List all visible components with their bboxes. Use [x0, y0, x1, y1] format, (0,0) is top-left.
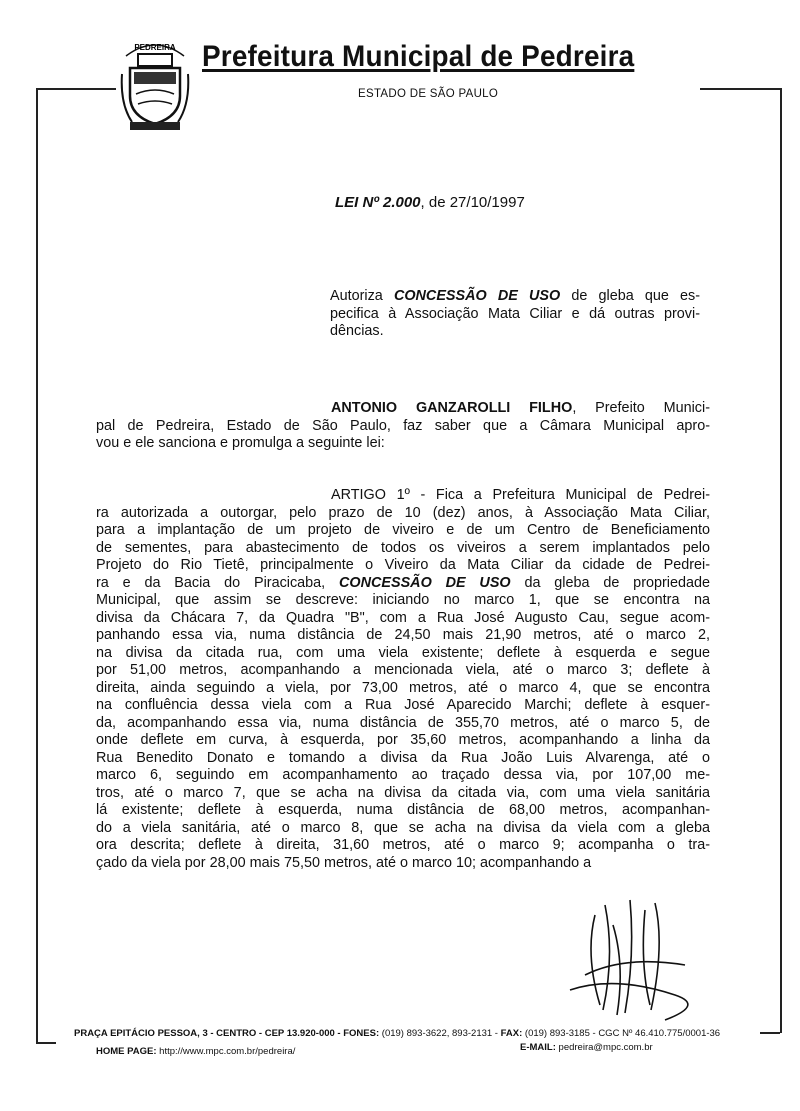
frame-top-left: [36, 88, 116, 90]
text-segment: Autoriza: [330, 288, 394, 304]
text-segment: marco 6, seguindo em acompanhamento ao traçado dessa via, por 107,00 me-: [96, 767, 710, 783]
cgc: CGC Nº 46.410.775/0001-36: [598, 1028, 721, 1039]
address-label: PRAÇA EPITÁCIO PESSOA, 3 - CENTRO - CEP 13.920-000 - FONES:: [74, 1028, 380, 1039]
text-segment: da gleba de propriedade: [510, 574, 710, 591]
text-segment: ora descrita; deflete à direita, 31,60 metros, até o marco 9; acompanha o tra-: [96, 837, 710, 853]
text-line: [96, 575, 710, 593]
text-line: [96, 662, 710, 680]
fax-label: FAX:: [500, 1028, 523, 1039]
frame-top-right: [700, 88, 780, 90]
law-number: LEI Nº 2.000: [335, 194, 421, 211]
footer-address: [74, 1028, 720, 1039]
frame-bottom-left: [36, 1042, 56, 1044]
text-line: [96, 610, 710, 628]
text-line: [96, 680, 710, 698]
text-segment: do a viela sanitária, até o marco 8, que se acha na divisa da viela com a gleba: [96, 819, 710, 836]
emphasized-text: CONCESSÃO DE USO: [393, 288, 561, 304]
text-segment: por 51,00 metros, acompanhando a mencionada viela, até o marco 3; deflete à: [96, 662, 710, 678]
text-segment: na divisa da citada rua, com uma viela existente; deflete à esquerda e segue: [96, 644, 710, 661]
text-line: [96, 732, 710, 750]
frame-bottom-right: [760, 1032, 780, 1034]
text-line: [96, 487, 710, 505]
text-segment: Projeto do Rio Tietê, principalmente o Viveiro da Mata Ciliar da cidade de Pedrei-: [96, 557, 710, 573]
text-segment: para a implantação de um projeto de viveiro e de um Centro de Beneficiamento: [96, 522, 710, 538]
text-segment: tros, até o marco 7, que se acha na divisa da citada via, com uma viela sanitária: [96, 784, 710, 801]
text-line: [96, 837, 710, 855]
text-line: [96, 645, 710, 663]
text-segment: Rua Benedito Donato e tomando a divisa da Rua João Luis Alvarenga, até o: [96, 749, 710, 766]
phones: (019) 893-3622, 893-2131 -: [379, 1028, 501, 1039]
text-line: [96, 750, 710, 768]
text-line: [96, 697, 710, 715]
emphasized-text: ANTONIO GANZAROLLI FILHO: [331, 400, 573, 416]
text-line: [330, 306, 700, 324]
law-title: [335, 194, 525, 211]
text-segment: vou e ele sanciona e promulga a seguinte lei:: [96, 435, 385, 451]
text-segment: na confluência dessa viela com a Rua José Aparecido Marchi; deflete à esquer-: [96, 697, 710, 713]
organization-title: Prefeitura Municipal de Pedreira: [202, 40, 635, 73]
text-segment: da, acompanhando essa via, numa distância de 355,70 metros, até o marco 5, de: [96, 714, 710, 731]
law-date: , de 27/10/1997: [420, 194, 525, 211]
text-segment: Municipal, que assim se descreve: iniciando no marco 1, que se encontra na: [96, 592, 710, 608]
article-1-paragraph: [96, 487, 710, 872]
text-line: [96, 522, 710, 540]
footer-email: [520, 1042, 653, 1053]
text-line: [96, 540, 710, 558]
text-line: [96, 505, 710, 523]
fax: (019) 893-3185 -: [522, 1028, 599, 1039]
mayor-signature: [555, 895, 725, 1025]
text-segment: pecifica à Associação Mata Ciliar e dá outras provi-: [330, 305, 700, 322]
text-line: [96, 435, 710, 453]
text-segment: de gleba que es-: [560, 288, 700, 304]
svg-text:PEDREIRA: PEDREIRA: [134, 43, 176, 52]
text-line: [96, 802, 710, 820]
text-segment: pal de Pedreira, Estado de São Paulo, faz saber que a Câmara Municipal apro-: [96, 417, 710, 434]
text-segment: ra e da Bacia do Piracicaba,: [96, 574, 340, 591]
homepage-link[interactable]: http://www.mpc.com.br/pedreira/: [156, 1046, 296, 1057]
text-line: [96, 715, 710, 733]
text-line: [96, 820, 710, 838]
emphasized-text: CONCESSÃO DE USO: [339, 574, 511, 591]
text-line: [330, 323, 700, 341]
homepage-label: HOME PAGE:: [96, 1046, 157, 1057]
text-segment: onde deflete em curva, à esquerda, por 35,60 metros, acompanhando a linha da: [96, 732, 710, 748]
text-line: [96, 592, 710, 610]
text-line: [96, 855, 710, 873]
text-segment: panhando essa via, numa distância de 24,50 mais 21,90 metros, até o marco 2,: [96, 627, 710, 643]
text-line: [96, 785, 710, 803]
frame-right: [780, 88, 782, 1033]
text-segment: de sementes, para abastecimento de todos os viveiros a serem implantados pelo: [96, 539, 710, 556]
text-line: [96, 400, 710, 418]
frame-left: [36, 88, 38, 1043]
text-segment: ARTIGO 1º - Fica a Prefeitura Municipal de Pedrei-: [331, 487, 710, 503]
text-line: [96, 418, 710, 436]
text-line: [96, 767, 710, 785]
law-summary: [330, 288, 700, 341]
text-segment: lá existente; deflete à esquerda, numa distância de 68,00 metros, acompanhan-: [96, 802, 710, 818]
email-link[interactable]: pedreira@mpc.com.br: [555, 1042, 653, 1053]
text-segment: dências.: [330, 323, 384, 339]
email-label: E-MAIL:: [520, 1042, 556, 1053]
footer-homepage: [96, 1046, 295, 1057]
municipal-crest-icon: [118, 34, 192, 134]
text-line: [96, 627, 710, 645]
text-segment: çado da viela por 28,00 mais 75,50 metros, até o marco 10; acompanhando a: [96, 854, 592, 871]
text-segment: direita, ainda seguindo a viela, por 73,00 metros, até o marco 4, que se encontra: [96, 679, 710, 696]
text-segment: , Prefeito Munici-: [572, 400, 710, 416]
state-subtitle: ESTADO DE SÃO PAULO: [358, 88, 499, 100]
text-line: [96, 557, 710, 575]
text-segment: ra autorizada a outorgar, pelo prazo de 10 (dez) anos, à Associação Mata Ciliar,: [96, 504, 710, 521]
text-segment: divisa da Chácara 7, da Quadra "B", com a Rua José Augusto Cau, segue acom-: [96, 609, 710, 626]
preamble-paragraph: [96, 400, 710, 453]
text-line: [330, 288, 700, 306]
